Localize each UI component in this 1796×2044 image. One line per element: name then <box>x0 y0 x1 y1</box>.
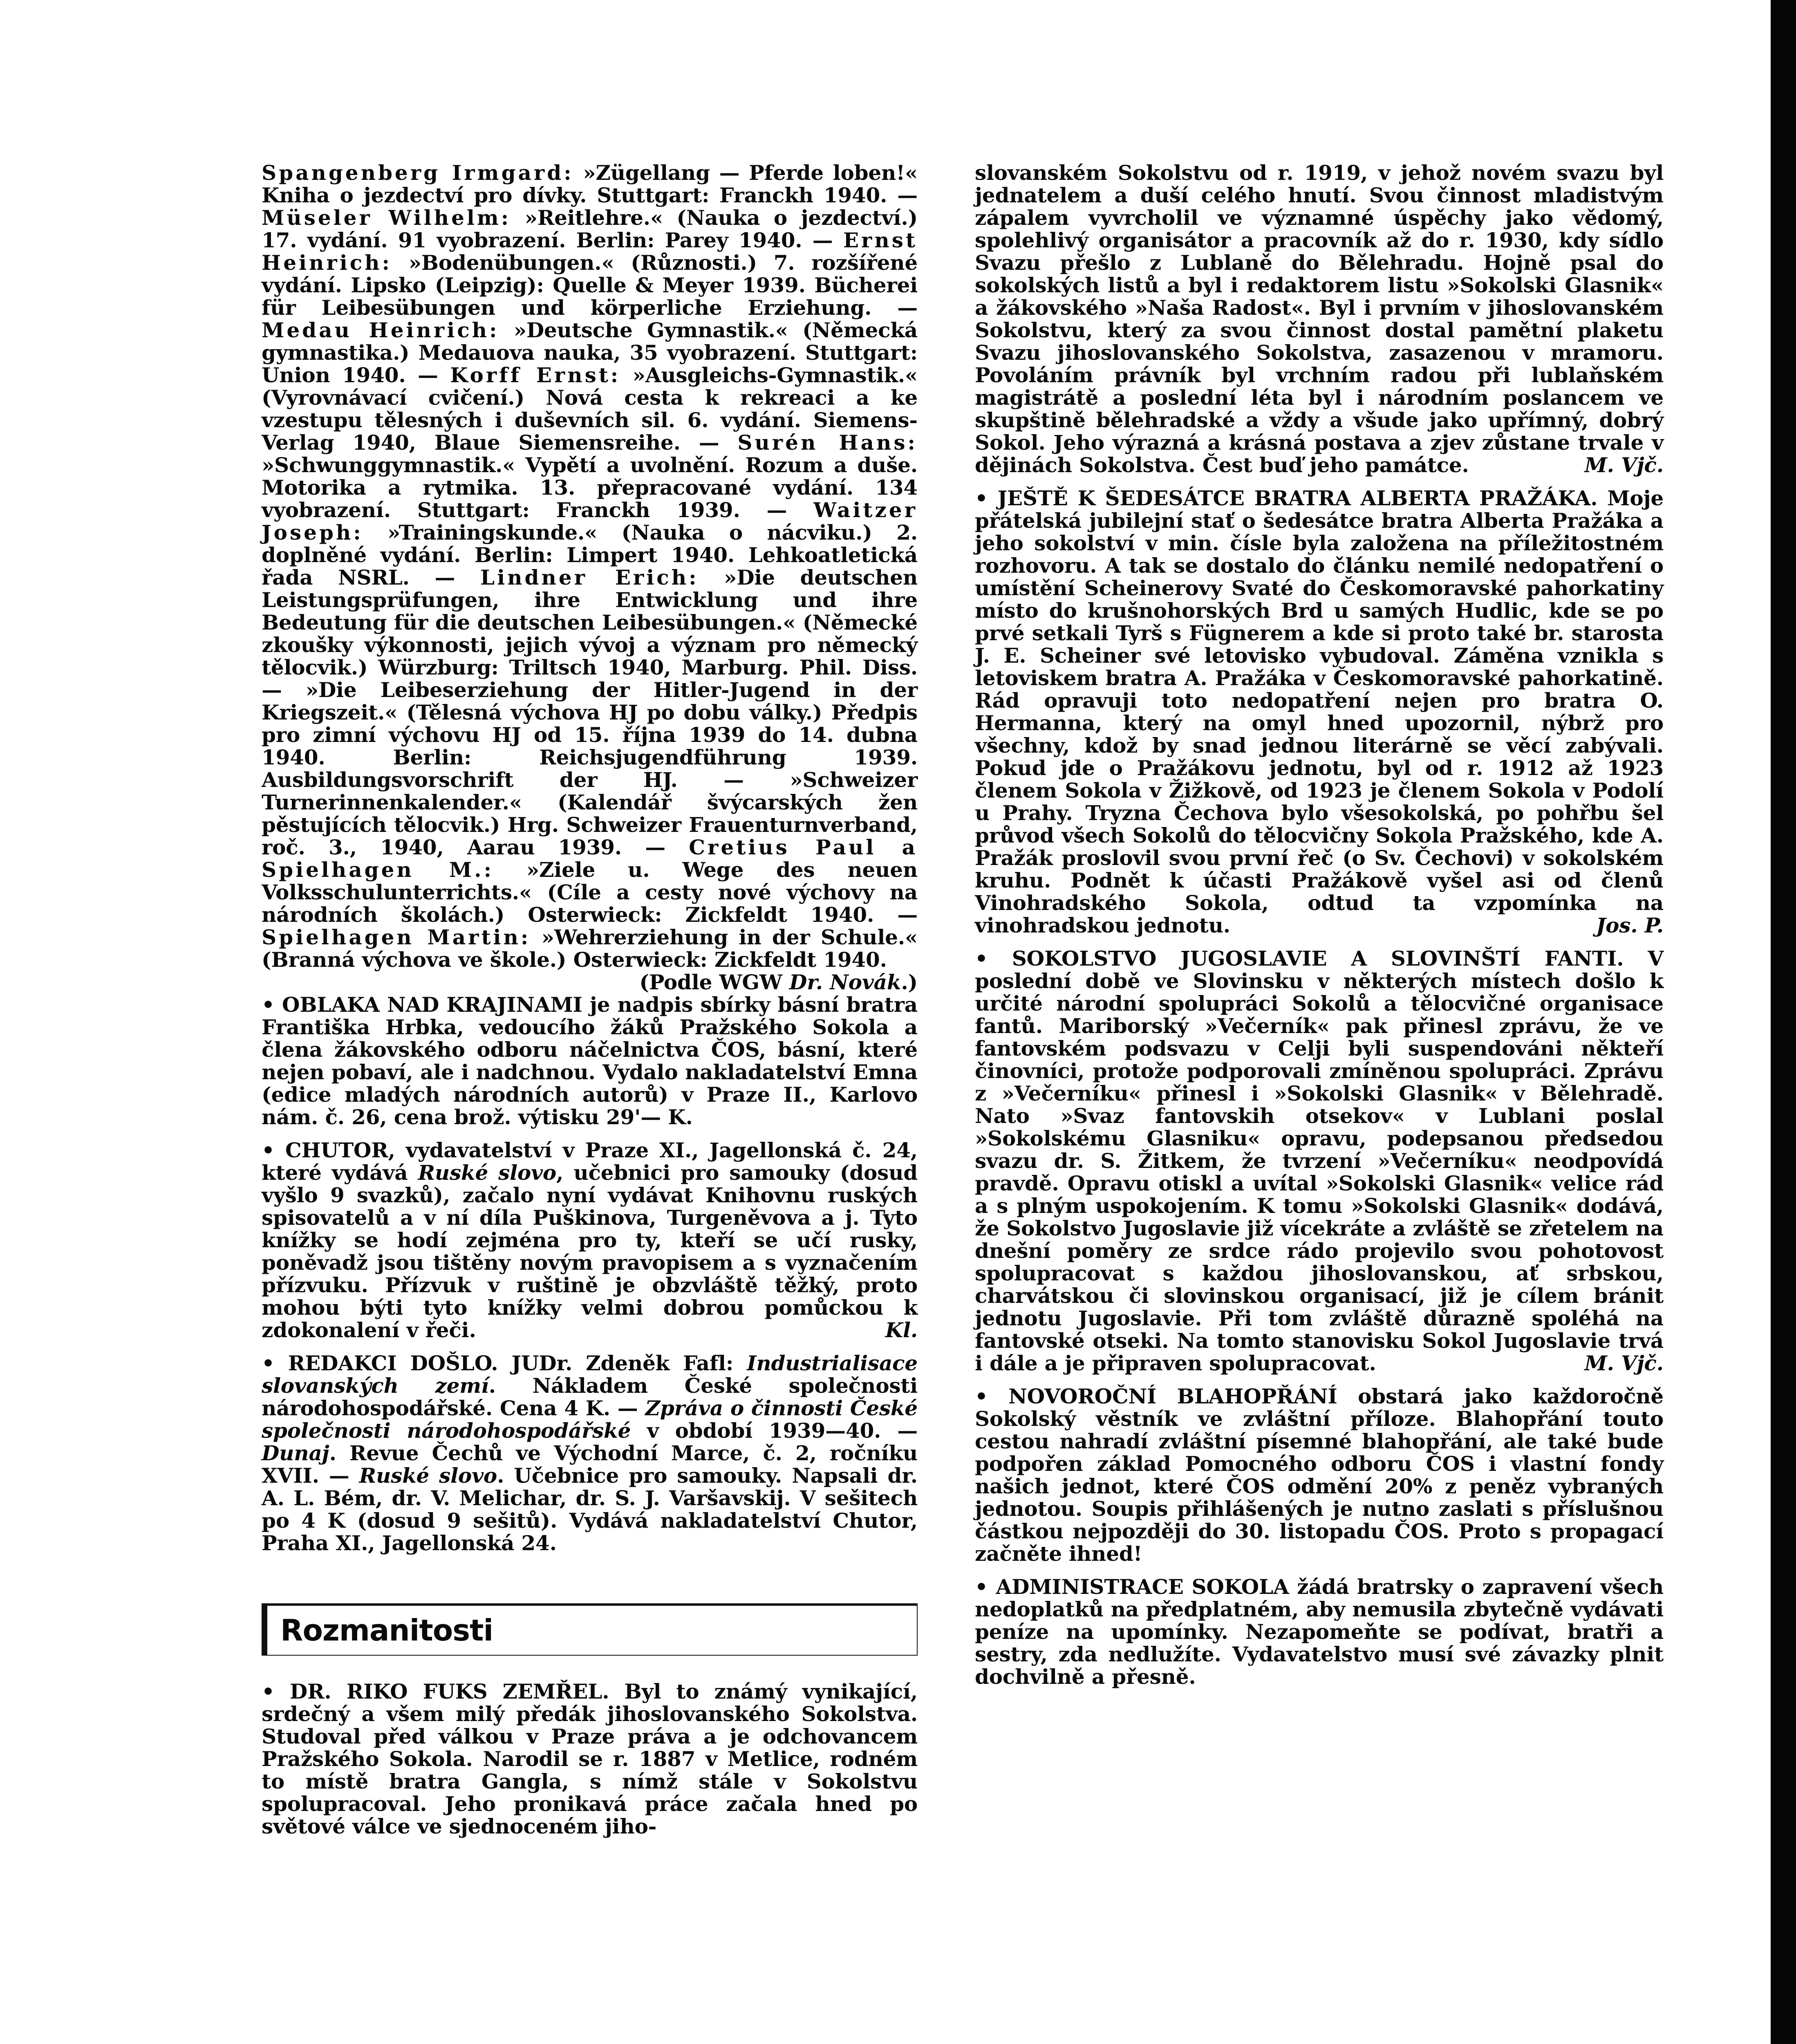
article-title-italic: Dunaj <box>262 1441 329 1465</box>
section-heading-box <box>262 1603 918 1656</box>
author-name: Lindner Erich: <box>480 565 699 589</box>
author-name: Cretius Paul a Spielhagen M.: <box>262 835 918 882</box>
author-name: Surén Hans: <box>737 430 918 455</box>
article-sokolstvo-jugoslavie <box>975 947 1664 1374</box>
article-administrace: • ADMINISTRACE SOKOLA žádá bratrsky o zapravení všech nedoplatků na předplatném, aby nemusila zbytečně vydávati peníze na upomínky. Nezapomeňte se podívat, bratři a sestry, zda nedlužíte. Vydavatelstvo musí své závazky plnit dochvilně a přesně. <box>975 1575 1664 1689</box>
article-redakci-doslo <box>262 1352 918 1554</box>
article-title-italic: Zpráva o činnosti České společnosti národohospodářské <box>262 1396 918 1443</box>
article-prazak <box>975 487 1664 937</box>
article-text: • SOKOLSTVO JUGOSLAVIE A SLOVINŠTÍ FANTI. V poslední době ve Slovinsku v některých místech došlo k určité národní spolupráci Sokolů a tělocvičné organisace fantů. Mariborský »Večerník« pak přinesl zprávu, že ve fantovském podsvazu v Celji byli suspendováni někteří činovníci, protože podporovali zmíněnou spolupráci. Zprávu z »Večerníku« přinesl i »Sokolski Glasnik« v Bělehradě. Nato »Svaz fantovskih otsekov« v Lublani poslal »Sokolskému Glasniku« opravu, podepsanou předsedou svazu dr. S. Žitkem, že tvrzení »Večerníku« neodpovídá pravdě. Opravu otiskl a uvítal »Sokolski Glasnik« velice rád a s plným uspokojením. K tomu »Sokolski Glasnik« dodává, že Sokolstvo Jugoslavie již vícekráte a zvláště se zřetelem na dnešní poměry ze srdce rádo projevilo svou pohotovost spolupracovat s každou jihoslovanskou, ať srbskou, charvátskou či slovinskou organisací, již je cílem bránit jednotu Jugoslavie. Při tom zvláště důrazně spoléhá na fantovské otseki. Na tomto stanovisku Sokol Jugoslavie trvá i dále a je připraven spolupracovat. <box>975 946 1664 1375</box>
right-column <box>975 161 1664 1699</box>
article-title-italic: Ruské slovo <box>359 1464 497 1488</box>
article-title-italic: Industrialisace slovanských zemí <box>262 1351 918 1398</box>
author-name: Spangenberg Irmgard: <box>262 161 574 185</box>
scan-border <box>1771 0 1796 2044</box>
book-entry: »Deutsche Gymnastik.« (Německá gymnastika.) Medauova nauka, 35 vyobrazení. Stuttgart: Union 1940. — <box>262 318 918 387</box>
author-name: Waitzer Joseph: <box>262 498 918 545</box>
book-review-paragraph <box>262 161 918 994</box>
article-signature: Jos. P. <box>1596 913 1664 937</box>
book-entry: »Ausgleichs-Gymnastik.« (Vyrovnávací cvičení.) Nová cesta k rekreaci a ke vzestupu tělesných i duševních sil. 6. vydání. Siemens-Verlag 1940, Blaue Siemensreihe. — <box>262 363 918 455</box>
review-signature <box>639 971 918 993</box>
author-name: Müseler Wilhelm: <box>262 206 511 230</box>
article-text: . Učebnice pro samouky. Napsali dr. A. L. Bém, dr. V. Melichar, dr. S. J. Varšavskij. V sešitech po 4 K (dosud 9 sešitů). Vydává nakladatelství Chutor, Praha XI., Jagellonská 24. <box>262 1464 918 1555</box>
article-text: slovanském Sokolstvu od r. 1919, v jehož novém svazu byl jednatelem a duší celého hnutí. Svou činnost mladistvým zápalem vyvrcholil ve významné úspěchy jako vědomý, spolehlivý organisátor a pracovník až do r. 1930, kdy sídlo Svazu přešlo z Lublaně do Bělehradu. Hojně psal do sokolských listů a byl i redaktorem listu »Sokolski Glasnik« a žákovského »Naša Radost«. Byl i prvním v jihoslovanském Sokolstvu, který za svou činnost dostal pamětní plaketu Svazu jihoslovanského Sokolstva, zasazenou v mramoru. Povoláním právník byl vrchním radou při lublaňském magistrátě a poslední léta byl i národním poslancem ve skupštině bělehradské a vždy a všude jako upřímný, dobrý Sokol. Jeho výrazná a krásná postava a zjev zůstane trvale v dějinách Sokolstva. Čest buď jeho památce. <box>975 161 1664 477</box>
article-text: , učebnici pro samouky (dosud vyšlo 9 svazků), začalo nyní vydávat Knihovnu ruských spisovatelů a v ní díla Puškinova, Turgeněvova a j. Tyto knížky se hodí zejména pro ty, kteří se učí rusky, poněvadž jsou tištěny novým pravopisem a s vyznačením přízvuku. Přízvuk v ruštině je obzvláště těžký, proto mohou býti tyto knížky velmi dobrou pomůckou k zdokonalení v řeči. <box>262 1161 918 1342</box>
article-signature: M. Vjč. <box>1584 1351 1664 1375</box>
book-entry: »Reitlehre.« (Nauka o jezdectví.) 17. vydání. 91 vyobrazení. Berlin: Parey 1940. — <box>262 206 918 252</box>
article-riko-fuks: • DR. RIKO FUKS ZEMŘEL. Byl to známý vynikající, srdečný a všem milý předák jihoslovanského Sokolstva. Studoval před válkou v Praze práva a je odchovancem Pražského Sokola. Narodil se r. 1887 v Metlice, rodném to místě bratra Gangla, s nímž stále v Sokolstvu spolupracoval. Jeho pronikavá práce začala hned po světové válce ve sjednoceném jiho- <box>262 1679 918 1838</box>
section-heading: Rozmanitosti <box>280 1613 493 1647</box>
article-text: v období 1939—40. — <box>631 1419 918 1443</box>
signature-name: Dr. Novák <box>789 970 901 994</box>
article-novorocni-blahoprani: • NOVOROČNÍ BLAHOPŘÁNÍ obstará jako každoročně Sokolský věstník ve zvláštní příloze. Blahopřání touto cestou nahradí zvláštní písemné blahopřání, ale také bude podpořen základ Pomocného odboru ČOS i vlastní fondy našich jednot, které ČOS odmění 20% z peněz vybraných jednotou. Soupis přihlášených je nutno zaslati s příslušnou částkou nejpozději do 30. listopadu ČOS. Proto s propagací začněte ihned! <box>975 1384 1664 1566</box>
left-column <box>262 161 918 1848</box>
article-text: • CHUTOR, vydavatelství v Praze XI., Jagellonská č. 24, které vydává <box>262 1138 918 1185</box>
article-text: . Revue Čechů ve Východní Marce, č. 2, ročníku XVII. — <box>262 1441 918 1488</box>
book-entry: »Trainingskunde.« (Nauka o nácviku.) 2. doplněné vydání. Berlin: Limpert 1940. Lehkoatletická řada NSRL. — <box>262 520 918 589</box>
article-oblaka: • OBLAKA NAD KRAJINAMI je nadpis sbírky básní bratra Františka Hrbka, vedoucího žáků Pražského Sokola a člena žákovského odboru náčelnictva ČOS, básní, které nejen pobaví, ale i nadchnou. Vydalo nakladatelství Emna (edice mladých národních autorů) v Praze II., Karlovo nám. č. 26, cena brož. výtisku 29'— K. <box>262 993 918 1129</box>
book-entry: »Bodenübungen.« (Různosti.) 7. rozšířené vydání. Lipsko (Leipzig): Quelle & Meyer 1939. Bücherei für Leibesübungen und körperliche Erziehung. — <box>262 251 918 320</box>
article-text: • REDAKCI DOŠLO. JUDr. Zdeněk Fafl: <box>262 1351 747 1375</box>
book-entry: »Die deutschen Leistungsprüfungen, ihre Entwicklung und ihre Bedeutung für die deutschen Leibesübungen.« (Německé zkoušky výkonnosti, jejich vývoj a význam pro německý tělocvik.) Würzburg: Triltsch 1940, Marburg. Phil. Diss. — »Die Leibeserziehung der Hitler-Jugend in der Kriegszeit.« (Tělesná výchova HJ po dobu války.) Předpis pro zimní výchovu HJ od 15. října 1939 do 14. dubna 1940. Berlin: Reichsjugendführung 1939. Ausbildungsvorschrift der HJ. — »Schweizer Turnerinnenkalender.« (Kalendář švýcarských žen pěstujících tělocvik.) Hrg. Schweizer Frauenturnverband, roč. 3., 1940, Aarau 1939. — <box>262 565 918 859</box>
article-riko-fuks-continued <box>975 161 1664 476</box>
article-chutor <box>262 1139 918 1341</box>
article-text: • JEŠTĚ K ŠEDESÁTCE BRATRA ALBERTA PRAŽÁKA. Moje přátelská jubilejní stať o šedesátce bratra Alberta Pražáka a jeho sokolství v min. čísle byla založena na příležitostném rozhovoru. A tak se dostalo do článku nemilé nedopatření o umístění Scheinerovy Svaté do Českomoravské pahorkatiny místo do krušnohorských Brd u samých Hudlic, kde se po prvé setkali Tyrš s Fügnerem a kde si proto také br. starosta J. E. Scheiner své letovisko vybudoval. Záměna vznikla s letoviskem bratra A. Pražáka v Českomoravské pahorkatině. Rád opravuji toto nedopatření nejen pro bratra O. Hermanna, který na omyl hned upozornil, nýbrž pro všechny, kdož by snad jednou literárně se věcí zabývali. Pokud jde o Pražákovu jednotu, byl od r. 1912 až 1923 členem Sokola v Žižkově, od 1923 je členem Sokola v Podolí u Prahy. Tryzna Čechova bylo všesokolská, po pohřbu šel průvod všech Sokolů do tělocvičny Sokola Pražského, kde A. Pražák proslovil svou první řeč (o Sv. Čechovi) v sokolském kruhu. Podnět k účasti Pražákově vyšel asi od členů Vinohradského Sokola, odtud ta vzpomínka na vinohradskou jednotu. <box>975 486 1664 937</box>
signature-prefix: (Podle WGW <box>639 970 790 994</box>
author-name: Medau Heinrich: <box>262 318 499 342</box>
author-name: Ernst Heinrich: <box>262 228 918 275</box>
article-signature: M. Vjč. <box>1584 453 1664 477</box>
signature-suffix: .) <box>901 970 918 994</box>
book-entry: »Wehrerziehung in der Schule.« (Branná výchova ve škole.) Osterwieck: Zickfeldt 1940. <box>262 925 918 972</box>
author-name: Spielhagen Martin: <box>262 925 531 949</box>
article-text: . Nákladem České společnosti národohospodářské. Cena 4 K. — <box>262 1374 918 1420</box>
author-name: Korff Ernst: <box>450 363 621 387</box>
book-entry: »Schwunggymnastik.« Vypětí a uvolnění. Rozum a duše. Motorika a rytmika. 13. přepracované vydání. 134 vyobrazení. Stuttgart: Franckh 1939. — <box>262 453 918 522</box>
book-entry: »Ziele u. Wege des neuen Volksschulunterrichts.« (Cíle a cesty nové výchovy na národních školách.) Osterwieck: Zickfeldt 1940. — <box>262 858 918 927</box>
article-title-italic: Ruské slovo <box>418 1161 557 1185</box>
book-entry: »Zügellang — Pferde loben!« Kniha o jezdectví pro dívky. Stuttgart: Franckh 1940. — <box>262 161 918 207</box>
article-signature: Kl. <box>885 1318 918 1342</box>
